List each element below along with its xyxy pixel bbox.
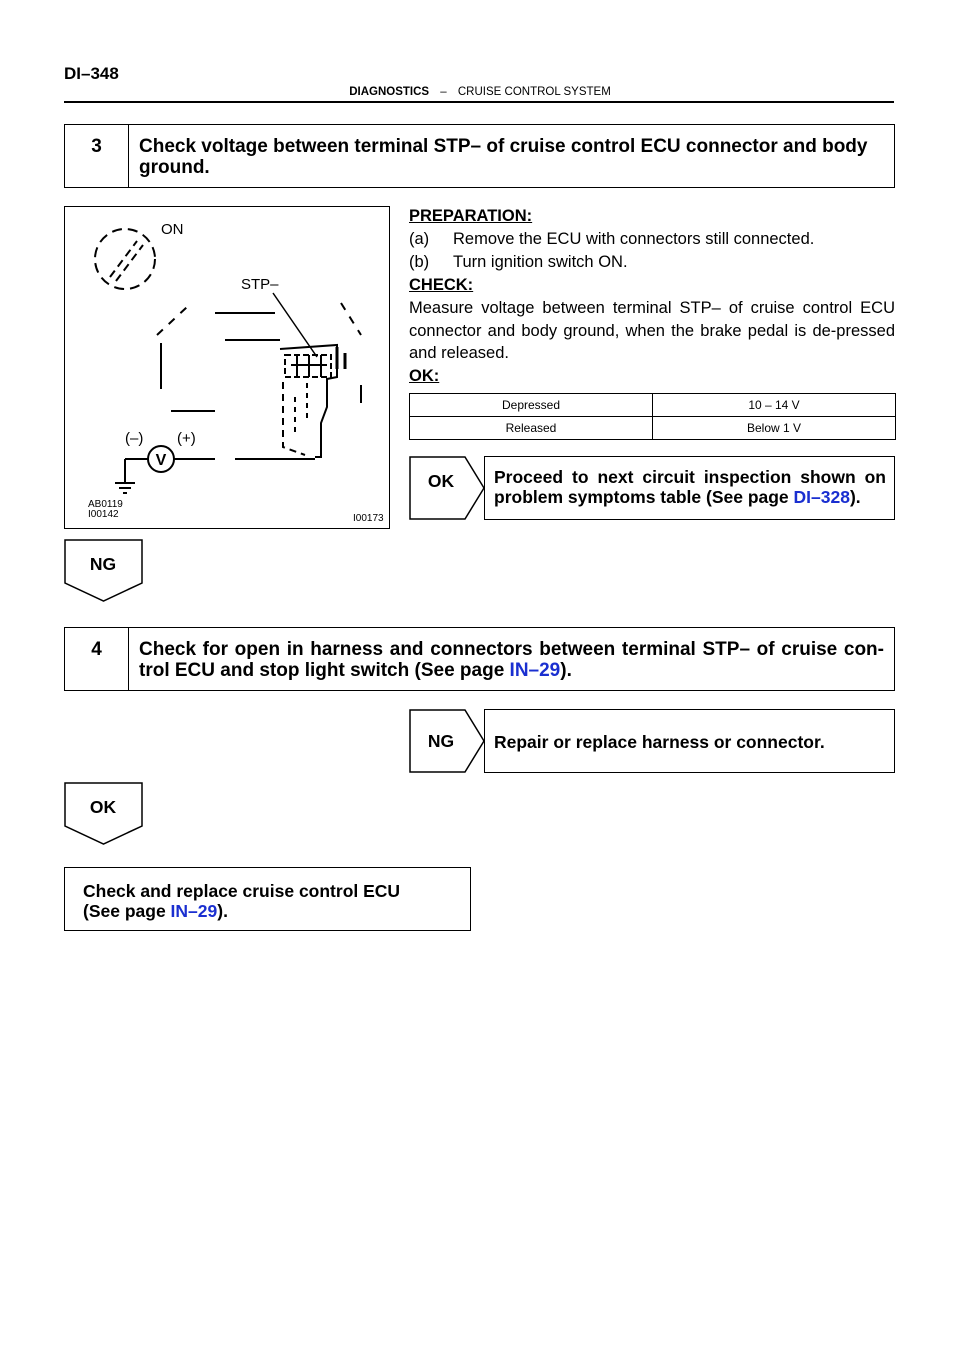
- ok-result-box: [484, 456, 895, 520]
- ok-heading: OK:: [409, 366, 440, 385]
- page-header: [0, 86, 960, 98]
- table-cell-value: Below 1 V: [653, 417, 896, 440]
- ok-result-text-end: ).: [849, 487, 861, 507]
- voltmeter-icon: [148, 446, 174, 472]
- ok-result-text: Proceed to next circuit inspection shown on problem symptoms table (See page: [494, 467, 886, 507]
- check-text: Measure voltage between terminal STP– of cruise control ECU connector and body ground, when the brake pedal is de-pressed and released.: [409, 299, 895, 362]
- step-4-text-end: ).: [560, 660, 572, 681]
- label-minus: (–): [125, 430, 144, 447]
- wiring-illustration: [65, 207, 391, 530]
- table-row: [410, 417, 896, 440]
- ng-tab-label: NG: [89, 554, 117, 574]
- item-b-text: Turn ignition switch ON.: [453, 253, 628, 271]
- step-3-number: 3: [65, 125, 129, 187]
- page-number: DI–348: [64, 64, 119, 83]
- table-row: [410, 394, 896, 417]
- header-rule: [64, 101, 894, 103]
- figure-code-3: I00173: [353, 513, 384, 524]
- step-4-text: Check for open in harness and connectors between terminal STP– of cruise con-trol ECU and stop light switch (See page: [139, 639, 884, 681]
- figure-code-1: AB0119: [88, 499, 123, 510]
- step-4-box: [64, 627, 895, 691]
- ok-tab-label: OK: [427, 471, 455, 491]
- final-line-2-text: (See page: [83, 901, 171, 921]
- final-action-box: [64, 867, 471, 931]
- ng-result-box: [484, 709, 895, 773]
- ignition-switch-icon: [95, 229, 155, 289]
- figure-code-2: I00142: [88, 509, 119, 520]
- step-4-title: [129, 628, 894, 690]
- final-line-2-end: ).: [217, 901, 228, 921]
- ecu-connector-icon: [280, 345, 345, 457]
- ok-tab-label-2: OK: [89, 797, 117, 817]
- preparation-item-b: [409, 251, 895, 274]
- item-a-marker: (a): [409, 230, 430, 248]
- header-subsection: CRUISE CONTROL SYSTEM: [457, 86, 611, 98]
- ng-result-tab-label: NG: [427, 731, 455, 751]
- final-line-1: Check and replace cruise control ECU: [83, 881, 401, 901]
- label-plus: (+): [177, 430, 196, 447]
- table-cell-value: 10 – 14 V: [653, 394, 896, 417]
- final-line-2: [83, 901, 452, 921]
- step-3-box: [64, 124, 895, 188]
- step-4-link[interactable]: IN–29: [509, 660, 561, 681]
- table-cell-condition: Depressed: [410, 394, 653, 417]
- item-a-text: Remove the ECU with connectors still connected.: [453, 230, 815, 248]
- meter-label: V: [155, 452, 167, 469]
- label-on: ON: [161, 221, 184, 238]
- ok-result-link[interactable]: DI–328: [793, 487, 850, 507]
- step-3-title: Check voltage between terminal STP– of cruise control ECU connector and body ground.: [139, 136, 868, 178]
- preparation-heading: PREPARATION:: [409, 207, 533, 225]
- ng-result-text: Repair or replace harness or connector.: [494, 732, 825, 752]
- header-section: DIAGNOSTICS: [349, 86, 430, 98]
- ok-spec-table: [409, 393, 896, 440]
- check-heading: CHECK:: [409, 276, 474, 294]
- final-link[interactable]: IN–29: [170, 901, 218, 921]
- item-b-marker: (b): [409, 253, 430, 271]
- table-cell-condition: Released: [410, 417, 653, 440]
- preparation-section: [409, 205, 895, 388]
- header-separator: –: [440, 86, 447, 98]
- wiring-figure: [64, 206, 390, 529]
- step-4-number: 4: [65, 628, 129, 690]
- label-terminal: STP–: [241, 276, 279, 293]
- preparation-item-a: [409, 228, 895, 251]
